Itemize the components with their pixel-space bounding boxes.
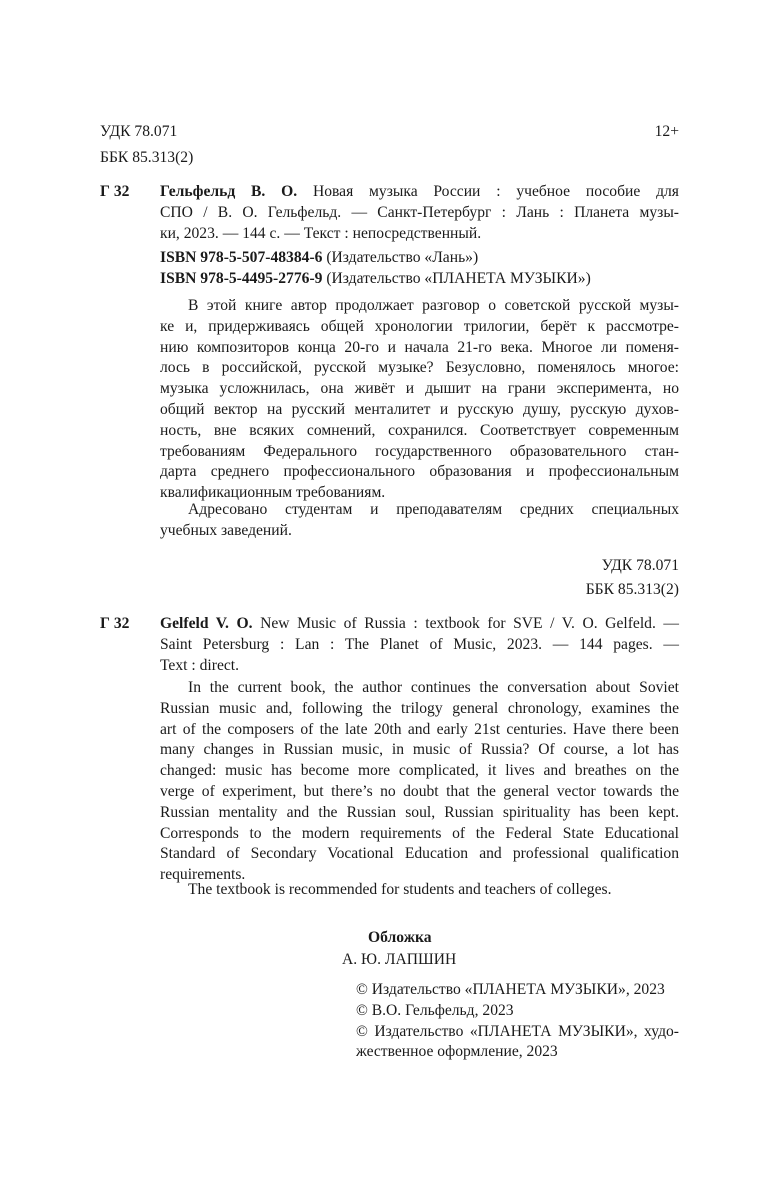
ru-bbk: ББК 85.313(2)	[585, 581, 679, 598]
en-record-line-3: Text : direct.	[160, 656, 240, 674]
isbn-1-number: ISBN 978-5-507-48384-6	[160, 249, 323, 266]
ru-audience	[160, 500, 679, 542]
ru-abstract-line: требованиям Федерального государственного образовательного стан-	[160, 442, 679, 460]
en-abstract-line: Standard of Secondary Vocational Education and professional qualification	[160, 845, 679, 863]
ru-audience-line: Адресовано студентам и преподавателям средних специальных	[188, 501, 679, 518]
ru-author-code: Г 32	[100, 183, 130, 200]
ru-record-line-3: ки, 2023. — 144 с. — Текст : непосредственный.	[160, 224, 482, 242]
ru-abstract-line: В этой книге автор продолжает разговор о советской русской музы-	[188, 297, 679, 314]
ru-abstract	[160, 296, 679, 504]
en-author-code: Г 32	[100, 615, 130, 632]
en-abstract-line: changed: music has become more complicated, it lives and breathes on the	[160, 762, 679, 780]
en-audience: The textbook is recommended for students and teachers of colleges.	[188, 881, 612, 898]
ru-record-line-1	[160, 182, 679, 203]
en-abstract-line: many changes in Russian music, in music of Russia? Of course, a lot has	[160, 741, 679, 759]
en-title: New Music of Russia : textbook for SVE / V. O. Gelfeld. —	[252, 615, 679, 632]
ru-abstract-line: общий вектор на русский менталитет и русскую душу, русскую духов-	[160, 400, 679, 418]
ru-abstract-line: лось в российской, русской музыке? Безусловно, поменялось многое:	[160, 359, 679, 377]
header-bbk: ББК 85.313(2)	[100, 149, 194, 166]
ru-abstract-line: дарта среднего профессионального образования и профессиональным	[160, 463, 679, 481]
copyright-line: жественное оформление, 2023	[356, 1043, 558, 1061]
isbn-1-publisher: (Издательство «Лань»)	[322, 249, 479, 266]
ru-abstract-line: ность, вне всяких сомнений, сохранился. Соответствует современным	[160, 421, 679, 439]
isbn-2-number: ISBN 978-5-4495-2776-9	[160, 269, 323, 287]
en-abstract-line: In the current book, the author continues the conversation about Soviet	[188, 679, 679, 696]
ru-abstract-line: квалификационным требованиям.	[160, 484, 386, 502]
en-abstract-line: art of the composers of the late 20th and early 21st centuries. Have there been	[160, 720, 679, 738]
ru-author: Гельфельд В. О.	[160, 183, 298, 200]
en-author: Gelfeld V. O.	[160, 615, 253, 632]
en-bibliographic-record	[160, 614, 679, 676]
copyright-line: © Издательство «ПЛАНЕТА МУЗЫКИ», худо-	[356, 1022, 679, 1040]
ru-isbn-1	[160, 248, 679, 269]
ru-abstract-line: музыка усложнилась, она живёт и дышит на грани эксперимента, но	[160, 380, 679, 398]
copyright-line: © Издательство «ПЛАНЕТА МУЗЫКИ», 2023	[356, 981, 665, 998]
en-abstract-line: Corresponds to the modern requirements of the Federal State Educational	[160, 824, 679, 842]
ru-isbn-2	[160, 269, 679, 290]
ru-abstract-line: ке и, придерживаясь общей хронологии трилогии, берёт к рассмотре-	[160, 317, 679, 335]
en-record-line-1	[160, 614, 679, 635]
ru-audience-line: учебных заведений.	[160, 521, 292, 539]
ru-record-line-2: СПО / В. О. Гельфельд. — Санкт-Петербург : Лань : Планета музы-	[160, 203, 679, 221]
en-abstract-line: requirements.	[160, 866, 246, 884]
ru-bibliographic-record	[160, 182, 679, 244]
en-record-line-2: Saint Petersburg : Lan : The Planet of Music, 2023. — 144 pages. —	[160, 635, 679, 653]
ru-udk: УДК 78.071	[601, 557, 679, 574]
ru-abstract-line: нию композиторов конца 20-го и начала 21-го века. Многое ли поменя-	[160, 338, 679, 356]
cover-designer: А. Ю. ЛАПШИН	[342, 951, 457, 968]
age-rating: 12+	[654, 123, 679, 140]
en-abstract	[160, 678, 679, 886]
en-abstract-line: Russian music and, following the trilogy general chronology, examines the	[160, 699, 679, 717]
header-udk: УДК 78.071	[100, 123, 178, 140]
copyright-line: © В.О. Гельфельд, 2023	[356, 1001, 514, 1019]
en-abstract-line: verge of experiment, but there’s no doubt that the general vector towards the	[160, 782, 679, 800]
isbn-2-publisher: (Издательство «ПЛАНЕТА МУЗЫКИ»)	[322, 269, 591, 287]
ru-title: Новая музыка России : учебное пособие для	[297, 183, 679, 200]
en-abstract-line: Russian mentality and the Russian soul, Russian spirituality has been kept.	[160, 803, 679, 821]
copyright-block	[356, 980, 679, 1063]
ru-isbn-block	[160, 248, 679, 290]
cover-title: Обложка	[368, 929, 432, 946]
